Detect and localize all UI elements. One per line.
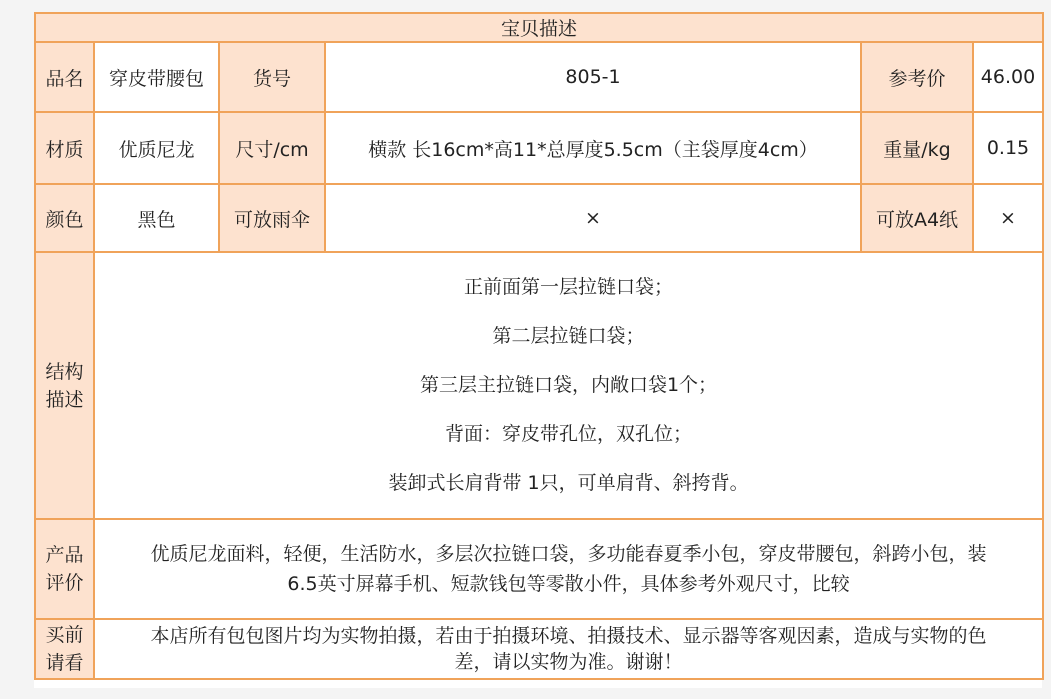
notice-label-line2: 请看 [45,652,84,674]
notice-label-line1: 买前 [45,624,84,646]
a4-paper-label: 可放A4纸 [861,184,973,252]
material-value: 优质尼龙 [94,112,219,184]
evaluation-line1: 优质尼龙面料，轻便，生活防水，多层次拉链口袋，多功能春夏季小包，穿皮带腰包，斜跨小包，装 [150,543,987,565]
product-description-sheet [34,12,1042,688]
price-value: 46.00 [973,42,1043,112]
structure-label-line2: 描述 [45,388,84,411]
notice-line2: 差，请以实物为准。谢谢！ [454,651,683,673]
table-row [35,184,1043,252]
evaluation-row [35,519,1043,619]
table-title-row [35,13,1043,42]
umbrella-value: × [325,184,861,252]
a4-paper-value: × [973,184,1043,252]
material-label: 材质 [35,112,94,184]
weight-label: 重量/kg [861,112,973,184]
weight-value: 0.15 [973,112,1043,184]
notice-row [35,619,1043,679]
color-label: 颜色 [35,184,94,252]
evaluation-label [35,519,94,619]
notice-text [94,619,1043,679]
umbrella-label: 可放雨伞 [219,184,325,252]
color-value: 黑色 [94,184,219,252]
product-spec-table [34,12,1044,680]
structure-line: 背面：穿皮带孔位，双孔位； [445,423,693,445]
table-row [35,42,1043,112]
evaluation-label-line2: 评价 [45,572,84,594]
name-label: 品名 [35,42,94,112]
name-value: 穿皮带腰包 [94,42,219,112]
evaluation-text [94,519,1043,619]
structure-line: 装卸式长肩背带 1只，可单肩背、斜挎背。 [388,472,749,494]
table-title: 宝贝描述 [35,13,1043,42]
table-row [35,112,1043,184]
sku-value: 805-1 [325,42,861,112]
structure-label-line1: 结构 [45,360,84,383]
price-label: 参考价 [861,42,973,112]
notice-line1: 本店所有包包图片均为实物拍摄，若由于拍摄环境、拍摄技术、显示器等客观因素，造成与实物的色 [150,625,987,647]
structure-line: 第三层主拉链口袋，内敞口袋1个； [419,374,718,396]
sku-label: 货号 [219,42,325,112]
structure-row [35,252,1043,519]
structure-label [35,252,94,519]
size-label: 尺寸/cm [219,112,325,184]
structure-description [94,252,1043,519]
notice-label [35,619,94,679]
size-value: 横款 长16cm*高11*总厚度5.5cm（主袋厚度4cm） [325,112,861,184]
evaluation-line2: 6.5英寸屏幕手机、短款钱包等零散小件，具体参考外观尺寸，比较 [287,573,850,595]
structure-line: 正前面第一层拉链口袋； [464,276,674,298]
evaluation-label-line1: 产品 [45,544,84,566]
structure-line: 第二层拉链口袋； [492,325,645,347]
